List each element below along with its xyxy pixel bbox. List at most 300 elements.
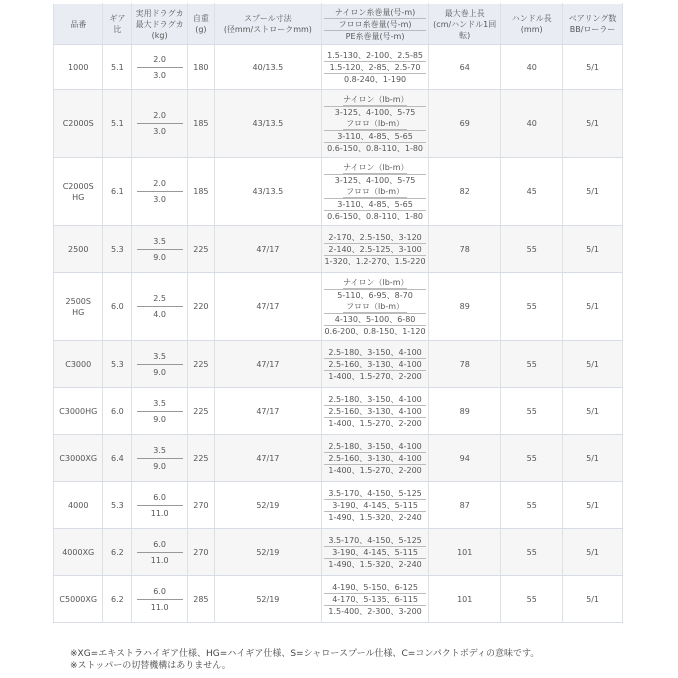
spool-value: 47/17 xyxy=(256,406,280,416)
spool-cell xyxy=(214,273,321,341)
weight-cell xyxy=(187,45,214,90)
line-capacity-entry: 0.6-150、0.8-110、1-80 xyxy=(324,142,426,154)
spool-cell xyxy=(214,482,321,529)
model-name: 4000 xyxy=(68,500,89,510)
drag-practical-value: 2.0 xyxy=(153,54,167,64)
drag-max-value: 9.0 xyxy=(153,252,167,262)
model-cell xyxy=(54,529,103,576)
gear-ratio-value: 6.0 xyxy=(111,406,124,416)
gear-ratio-cell xyxy=(103,435,132,482)
line-capacity-cell xyxy=(321,435,428,482)
gear-ratio-value: 6.2 xyxy=(111,547,124,557)
weight-value: 285 xyxy=(193,594,209,604)
gear-ratio-cell xyxy=(103,45,132,90)
bearing-value: 5/1 xyxy=(586,62,599,72)
drag-max-value: 11.0 xyxy=(150,602,169,612)
fraction-divider xyxy=(137,552,183,553)
retrieve-cell xyxy=(429,435,501,482)
header-handle-label: ハンドル長 xyxy=(511,14,552,23)
retrieve-value: 101 xyxy=(457,594,473,604)
drag-cell xyxy=(132,90,188,158)
weight-value: 180 xyxy=(193,62,209,72)
bearing-cell xyxy=(563,90,623,158)
header-retrieve xyxy=(429,4,501,45)
drag-fraction xyxy=(137,398,183,425)
line-capacity-entry: 3-190、4-145、5-115 xyxy=(324,546,426,558)
drag-max-value: 9.0 xyxy=(153,414,167,424)
spool-value: 52/19 xyxy=(256,594,280,604)
spec-table-body xyxy=(54,45,623,623)
bearing-cell xyxy=(563,273,623,341)
footnote-model-suffixes: ※XG=エキストラハイギア仕様、HG=ハイギア仕様、S=シャロースプール仕様、C=コンパクトボディの意味です。 xyxy=(70,649,540,659)
bearing-cell xyxy=(563,435,623,482)
bearing-cell xyxy=(563,388,623,435)
drag-practical-value: 3.5 xyxy=(153,398,167,408)
gear-ratio-cell xyxy=(103,341,132,388)
handle-cell xyxy=(501,388,563,435)
fraction-divider xyxy=(137,249,183,250)
table-row xyxy=(54,482,623,529)
header-retrieve-label: 最大巻上長 xyxy=(444,8,485,18)
fraction-divider xyxy=(137,364,183,365)
drag-cell xyxy=(132,45,188,90)
line-capacity-cell xyxy=(321,273,428,341)
drag-cell xyxy=(132,158,188,226)
line-capacity-entry: 1-490、1.5-320、2-240 xyxy=(324,558,426,570)
drag-cell xyxy=(132,576,188,623)
header-spool xyxy=(214,4,321,45)
spool-value: 52/19 xyxy=(256,547,280,557)
drag-cell xyxy=(132,273,188,341)
spool-value: 47/17 xyxy=(256,302,280,311)
handle-length-value: 55 xyxy=(526,359,537,369)
weight-value: 225 xyxy=(193,453,209,463)
weight-value: 270 xyxy=(193,547,209,557)
line-capacity-entry: 2.5-180、3-150、4-100 xyxy=(328,441,422,451)
gear-ratio-value: 6.0 xyxy=(111,302,124,311)
handle-cell xyxy=(501,45,563,90)
drag-cell xyxy=(132,435,188,482)
header-handle-unit: (mm) xyxy=(520,25,543,34)
handle-cell xyxy=(501,435,563,482)
weight-cell xyxy=(187,273,214,341)
bearing-value: 5/1 xyxy=(586,244,599,254)
model-name: C3000HG xyxy=(59,406,98,416)
handle-cell xyxy=(501,226,563,273)
line-capacity-entry: フロロ（lb-m） xyxy=(343,301,407,313)
model-name: C2000S xyxy=(62,181,94,191)
drag-cell xyxy=(132,482,188,529)
line-capacity-entry: 1.5-120、2-85、2.5-70 xyxy=(324,61,426,73)
drag-practical-value: 2.5 xyxy=(153,294,167,303)
retrieve-cell xyxy=(429,158,501,226)
header-row xyxy=(54,4,623,45)
header-bearing xyxy=(563,4,623,45)
drag-practical-value: 3.5 xyxy=(153,351,167,361)
weight-cell xyxy=(187,529,214,576)
table-row xyxy=(54,576,623,623)
weight-cell xyxy=(187,341,214,388)
retrieve-cell xyxy=(429,388,501,435)
model-name: C3000XG xyxy=(59,453,98,463)
spool-cell xyxy=(214,158,321,226)
weight-cell xyxy=(187,90,214,158)
bearing-value: 5/1 xyxy=(586,547,599,557)
drag-fraction xyxy=(137,293,183,320)
line-capacity-entry: フロロ（lb-m） xyxy=(343,186,407,198)
retrieve-cell xyxy=(429,482,501,529)
bearing-value: 5/1 xyxy=(586,406,599,416)
model-cell xyxy=(54,388,103,435)
line-capacity-cell xyxy=(321,529,428,576)
gear-ratio-cell xyxy=(103,576,132,623)
model-cell xyxy=(54,45,103,90)
weight-value: 225 xyxy=(193,244,209,254)
bearing-cell xyxy=(563,482,623,529)
drag-fraction xyxy=(137,236,183,263)
weight-cell xyxy=(187,158,214,226)
bearing-value: 5/1 xyxy=(586,594,599,604)
drag-max-value: 11.0 xyxy=(150,555,169,565)
drag-max-value: 9.0 xyxy=(153,461,167,471)
handle-length-value: 55 xyxy=(526,500,537,510)
drag-fraction xyxy=(137,586,183,613)
spool-value: 47/17 xyxy=(256,453,280,463)
model-name: C3000 xyxy=(65,359,92,369)
handle-cell xyxy=(501,529,563,576)
gear-ratio-cell xyxy=(103,273,132,341)
bearing-cell xyxy=(563,529,623,576)
drag-practical-value: 6.0 xyxy=(153,539,167,549)
fraction-divider xyxy=(137,599,183,600)
handle-length-value: 40 xyxy=(526,62,537,72)
drag-max-value: 3.0 xyxy=(153,70,167,80)
gear-ratio-value: 5.1 xyxy=(111,62,124,72)
fraction-divider xyxy=(137,505,183,506)
drag-fraction xyxy=(137,445,183,472)
line-capacity-entry: 2.5-180、3-150、4-100 xyxy=(328,394,422,404)
header-bearing-unit: BB/ローラー xyxy=(569,25,616,34)
line-capacity-cell xyxy=(321,226,428,273)
gear-ratio-value: 6.2 xyxy=(111,594,124,604)
drag-max-value: 11.0 xyxy=(150,508,169,518)
weight-value: 225 xyxy=(193,359,209,369)
drag-fraction xyxy=(137,110,183,137)
model-name: C2000S xyxy=(62,119,94,128)
spec-table xyxy=(53,3,623,623)
handle-length-value: 55 xyxy=(526,453,537,463)
drag-practical-value: 2.0 xyxy=(153,179,167,188)
table-row xyxy=(54,158,623,226)
model-cell xyxy=(54,341,103,388)
gear-ratio-value: 6.1 xyxy=(111,187,124,196)
header-drag-practical: 実用ドラグカ xyxy=(135,8,184,18)
weight-cell xyxy=(187,482,214,529)
model-name: C5000XG xyxy=(59,594,98,604)
fraction-divider xyxy=(137,67,183,68)
retrieve-value: 89 xyxy=(459,302,470,311)
header-gear-label: ギア比 xyxy=(109,14,126,34)
spool-value: 47/17 xyxy=(256,359,280,369)
footnote-stopper: ※ストッパーの切替機構はありません。 xyxy=(70,661,231,671)
spool-cell xyxy=(214,388,321,435)
model-cell xyxy=(54,273,103,341)
table-row xyxy=(54,45,623,90)
line-capacity-entry: 4-170、5-135、6-115 xyxy=(324,593,426,605)
handle-cell xyxy=(501,158,563,226)
line-capacity-entry: 1-400、1.5-270、2-200 xyxy=(324,370,426,382)
model-name: 4000XG xyxy=(62,547,95,557)
spool-value: 43/13.5 xyxy=(252,187,284,196)
spool-cell xyxy=(214,341,321,388)
retrieve-value: 82 xyxy=(459,187,470,196)
line-capacity-entry: 5-110、6-95、8-70 xyxy=(324,289,426,301)
gear-ratio-value: 5.3 xyxy=(111,359,124,369)
bearing-cell xyxy=(563,158,623,226)
header-model xyxy=(54,4,103,45)
header-drag-max: 最大ドラグカ xyxy=(135,19,184,29)
drag-fraction xyxy=(137,178,183,205)
handle-cell xyxy=(501,341,563,388)
header-weight-unit: (g) xyxy=(195,25,207,34)
handle-length-value: 40 xyxy=(526,119,537,128)
header-bearing-label: ベアリング数 xyxy=(568,14,617,23)
drag-fraction xyxy=(137,539,183,566)
gear-ratio-cell xyxy=(103,482,132,529)
handle-length-value: 55 xyxy=(526,547,537,557)
weight-value: 270 xyxy=(193,500,209,510)
fraction-divider xyxy=(137,458,183,459)
bearing-value: 5/1 xyxy=(586,359,599,369)
retrieve-cell xyxy=(429,273,501,341)
drag-practical-value: 6.0 xyxy=(153,492,167,502)
gear-ratio-cell xyxy=(103,226,132,273)
gear-ratio-value: 6.4 xyxy=(111,453,124,463)
line-capacity-entry: フロロ（lb-m） xyxy=(343,118,407,130)
model-cell xyxy=(54,158,103,226)
header-spool-unit: (径mm/ストロークmm) xyxy=(223,25,312,34)
line-capacity-entry: 3.5-170、4-150、5-125 xyxy=(328,535,422,545)
model-name: HG xyxy=(72,192,85,202)
line-capacity-cell xyxy=(321,388,428,435)
retrieve-cell xyxy=(429,226,501,273)
weight-value: 225 xyxy=(193,406,209,416)
weight-cell xyxy=(187,226,214,273)
retrieve-cell xyxy=(429,45,501,90)
line-capacity-entry: 0.6-150、0.8-110、1-80 xyxy=(324,210,426,222)
table-row xyxy=(54,90,623,158)
header-line-fluoro: フロロ糸巻量(号-m) xyxy=(324,18,426,30)
spool-value: 47/17 xyxy=(256,244,280,254)
header-model-label: 品番 xyxy=(70,19,87,29)
gear-ratio-cell xyxy=(103,90,132,158)
retrieve-cell xyxy=(429,90,501,158)
header-drag-unit: (kg) xyxy=(151,30,168,40)
drag-practical-value: 3.5 xyxy=(153,236,167,246)
retrieve-value: 89 xyxy=(459,406,470,416)
handle-length-value: 45 xyxy=(526,187,537,196)
gear-ratio-value: 5.3 xyxy=(111,500,124,510)
spool-cell xyxy=(214,435,321,482)
model-cell xyxy=(54,226,103,273)
line-capacity-entry: 4-190、5-150、6-125 xyxy=(332,582,418,592)
line-capacity-entry: 2.5-180、3-150、4-100 xyxy=(328,347,422,357)
gear-ratio-value: 5.3 xyxy=(111,244,124,254)
drag-max-value: 3.0 xyxy=(153,195,167,204)
line-capacity-entry: 3-110、4-85、5-65 xyxy=(324,198,426,210)
model-name: HG xyxy=(72,307,85,317)
drag-max-value: 4.0 xyxy=(153,310,167,319)
header-line-pe: PE糸巻量(号-m) xyxy=(324,30,426,42)
handle-length-value: 55 xyxy=(526,302,537,311)
line-capacity-entry: 1.5-400、2-300、3-200 xyxy=(324,605,426,617)
line-capacity-entry: 2-170、2.5-150、3-120 xyxy=(328,232,422,242)
fraction-divider xyxy=(137,191,183,192)
bearing-value: 5/1 xyxy=(586,302,599,311)
line-capacity-entry: 2.5-160、3-130、4-100 xyxy=(324,452,426,464)
header-line-capacity xyxy=(321,4,428,45)
spool-value: 52/19 xyxy=(256,500,280,510)
line-capacity-entry: ナイロン（lb-m） xyxy=(343,277,409,287)
line-capacity-entry: 2-140、2.5-125、3-100 xyxy=(324,243,426,255)
retrieve-value: 87 xyxy=(459,500,470,510)
fraction-divider xyxy=(137,123,183,124)
line-capacity-cell xyxy=(321,158,428,226)
retrieve-value: 78 xyxy=(459,244,470,254)
line-capacity-entry: 1.5-130、2-100、2.5-85 xyxy=(327,50,424,60)
weight-cell xyxy=(187,435,214,482)
retrieve-value: 94 xyxy=(459,453,470,463)
bearing-value: 5/1 xyxy=(586,187,599,196)
header-retrieve-unit: (cm/ハンドル1回転) xyxy=(433,19,497,40)
gear-ratio-value: 5.1 xyxy=(111,119,124,128)
header-weight xyxy=(187,4,214,45)
header-drag xyxy=(132,4,188,45)
handle-length-value: 55 xyxy=(526,594,537,604)
retrieve-value: 64 xyxy=(459,62,470,72)
bearing-cell xyxy=(563,576,623,623)
gear-ratio-cell xyxy=(103,529,132,576)
table-row xyxy=(54,388,623,435)
bearing-cell xyxy=(563,45,623,90)
handle-cell xyxy=(501,482,563,529)
line-capacity-entry: 2.5-160、3-130、4-100 xyxy=(324,405,426,417)
drag-practical-value: 2.0 xyxy=(153,111,167,120)
line-capacity-entry: 4-130、5-100、6-80 xyxy=(324,313,426,325)
weight-value: 185 xyxy=(193,119,209,128)
model-name: 2500 xyxy=(68,244,89,254)
bearing-value: 5/1 xyxy=(586,119,599,128)
line-capacity-cell xyxy=(321,341,428,388)
header-weight-label: 自重 xyxy=(192,14,209,23)
line-capacity-entry: 1-400、1.5-270、2-200 xyxy=(324,417,426,429)
model-name: 1000 xyxy=(68,62,89,72)
spool-value: 40/13.5 xyxy=(252,62,284,72)
retrieve-value: 78 xyxy=(459,359,470,369)
model-name: 2500S xyxy=(65,296,91,306)
retrieve-value: 69 xyxy=(459,119,470,128)
header-spool-label: スプール寸法 xyxy=(244,14,292,23)
handle-cell xyxy=(501,273,563,341)
weight-cell xyxy=(187,576,214,623)
retrieve-cell xyxy=(429,341,501,388)
handle-cell xyxy=(501,576,563,623)
footnotes xyxy=(70,648,539,672)
spool-cell xyxy=(214,529,321,576)
weight-value: 185 xyxy=(193,187,209,196)
line-capacity-entry: 3-110、4-85、5-65 xyxy=(324,130,426,142)
spool-cell xyxy=(214,90,321,158)
drag-cell xyxy=(132,226,188,273)
table-row xyxy=(54,273,623,341)
header-line-nylon: ナイロン糸巻量(号-m) xyxy=(334,7,416,17)
line-capacity-entry: 3-125、4-100、5-75 xyxy=(324,174,426,186)
model-cell xyxy=(54,482,103,529)
line-capacity-entry: 3-190、4-145、5-115 xyxy=(324,499,426,511)
drag-cell xyxy=(132,388,188,435)
drag-practical-value: 3.5 xyxy=(153,445,167,455)
line-capacity-cell xyxy=(321,90,428,158)
bearing-value: 5/1 xyxy=(586,500,599,510)
line-capacity-cell xyxy=(321,576,428,623)
drag-cell xyxy=(132,341,188,388)
table-row xyxy=(54,435,623,482)
handle-length-value: 55 xyxy=(526,406,537,416)
table-row xyxy=(54,341,623,388)
spool-cell xyxy=(214,576,321,623)
model-cell xyxy=(54,576,103,623)
fraction-divider xyxy=(137,306,183,307)
drag-cell xyxy=(132,529,188,576)
model-cell xyxy=(54,435,103,482)
bearing-cell xyxy=(563,341,623,388)
spool-cell xyxy=(214,226,321,273)
header-handle xyxy=(501,4,563,45)
drag-fraction xyxy=(137,492,183,519)
weight-cell xyxy=(187,388,214,435)
fraction-divider xyxy=(137,411,183,412)
bearing-value: 5/1 xyxy=(586,453,599,463)
handle-cell xyxy=(501,90,563,158)
line-capacity-entry: 1-320、1.2-270、1.5-220 xyxy=(324,256,426,266)
line-capacity-cell xyxy=(321,482,428,529)
retrieve-cell xyxy=(429,576,501,623)
header-gear-ratio xyxy=(103,4,132,45)
retrieve-value: 101 xyxy=(457,547,473,557)
line-capacity-entry: 3.5-170、4-150、5-125 xyxy=(328,488,422,498)
weight-value: 220 xyxy=(193,302,209,311)
line-capacity-entry: ナイロン（lb-m） xyxy=(343,94,409,104)
model-cell xyxy=(54,90,103,158)
line-capacity-cell xyxy=(321,45,428,90)
retrieve-cell xyxy=(429,529,501,576)
gear-ratio-cell xyxy=(103,158,132,226)
drag-practical-value: 6.0 xyxy=(153,586,167,596)
line-capacity-entry: 1-490、1.5-320、2-240 xyxy=(324,511,426,523)
bearing-cell xyxy=(563,226,623,273)
spool-value: 43/13.5 xyxy=(252,119,284,128)
line-capacity-entry: ナイロン（lb-m） xyxy=(343,162,409,172)
drag-max-value: 3.0 xyxy=(153,127,167,136)
table-row xyxy=(54,529,623,576)
drag-fraction xyxy=(137,54,183,81)
line-capacity-entry: 2.5-160、3-130、4-100 xyxy=(324,358,426,370)
table-row xyxy=(54,226,623,273)
line-capacity-entry: 0.6-200、0.8-150、1-120 xyxy=(324,326,426,336)
handle-length-value: 55 xyxy=(526,244,537,254)
spool-cell xyxy=(214,45,321,90)
line-capacity-entry: 0.8-240、1-190 xyxy=(324,73,426,85)
